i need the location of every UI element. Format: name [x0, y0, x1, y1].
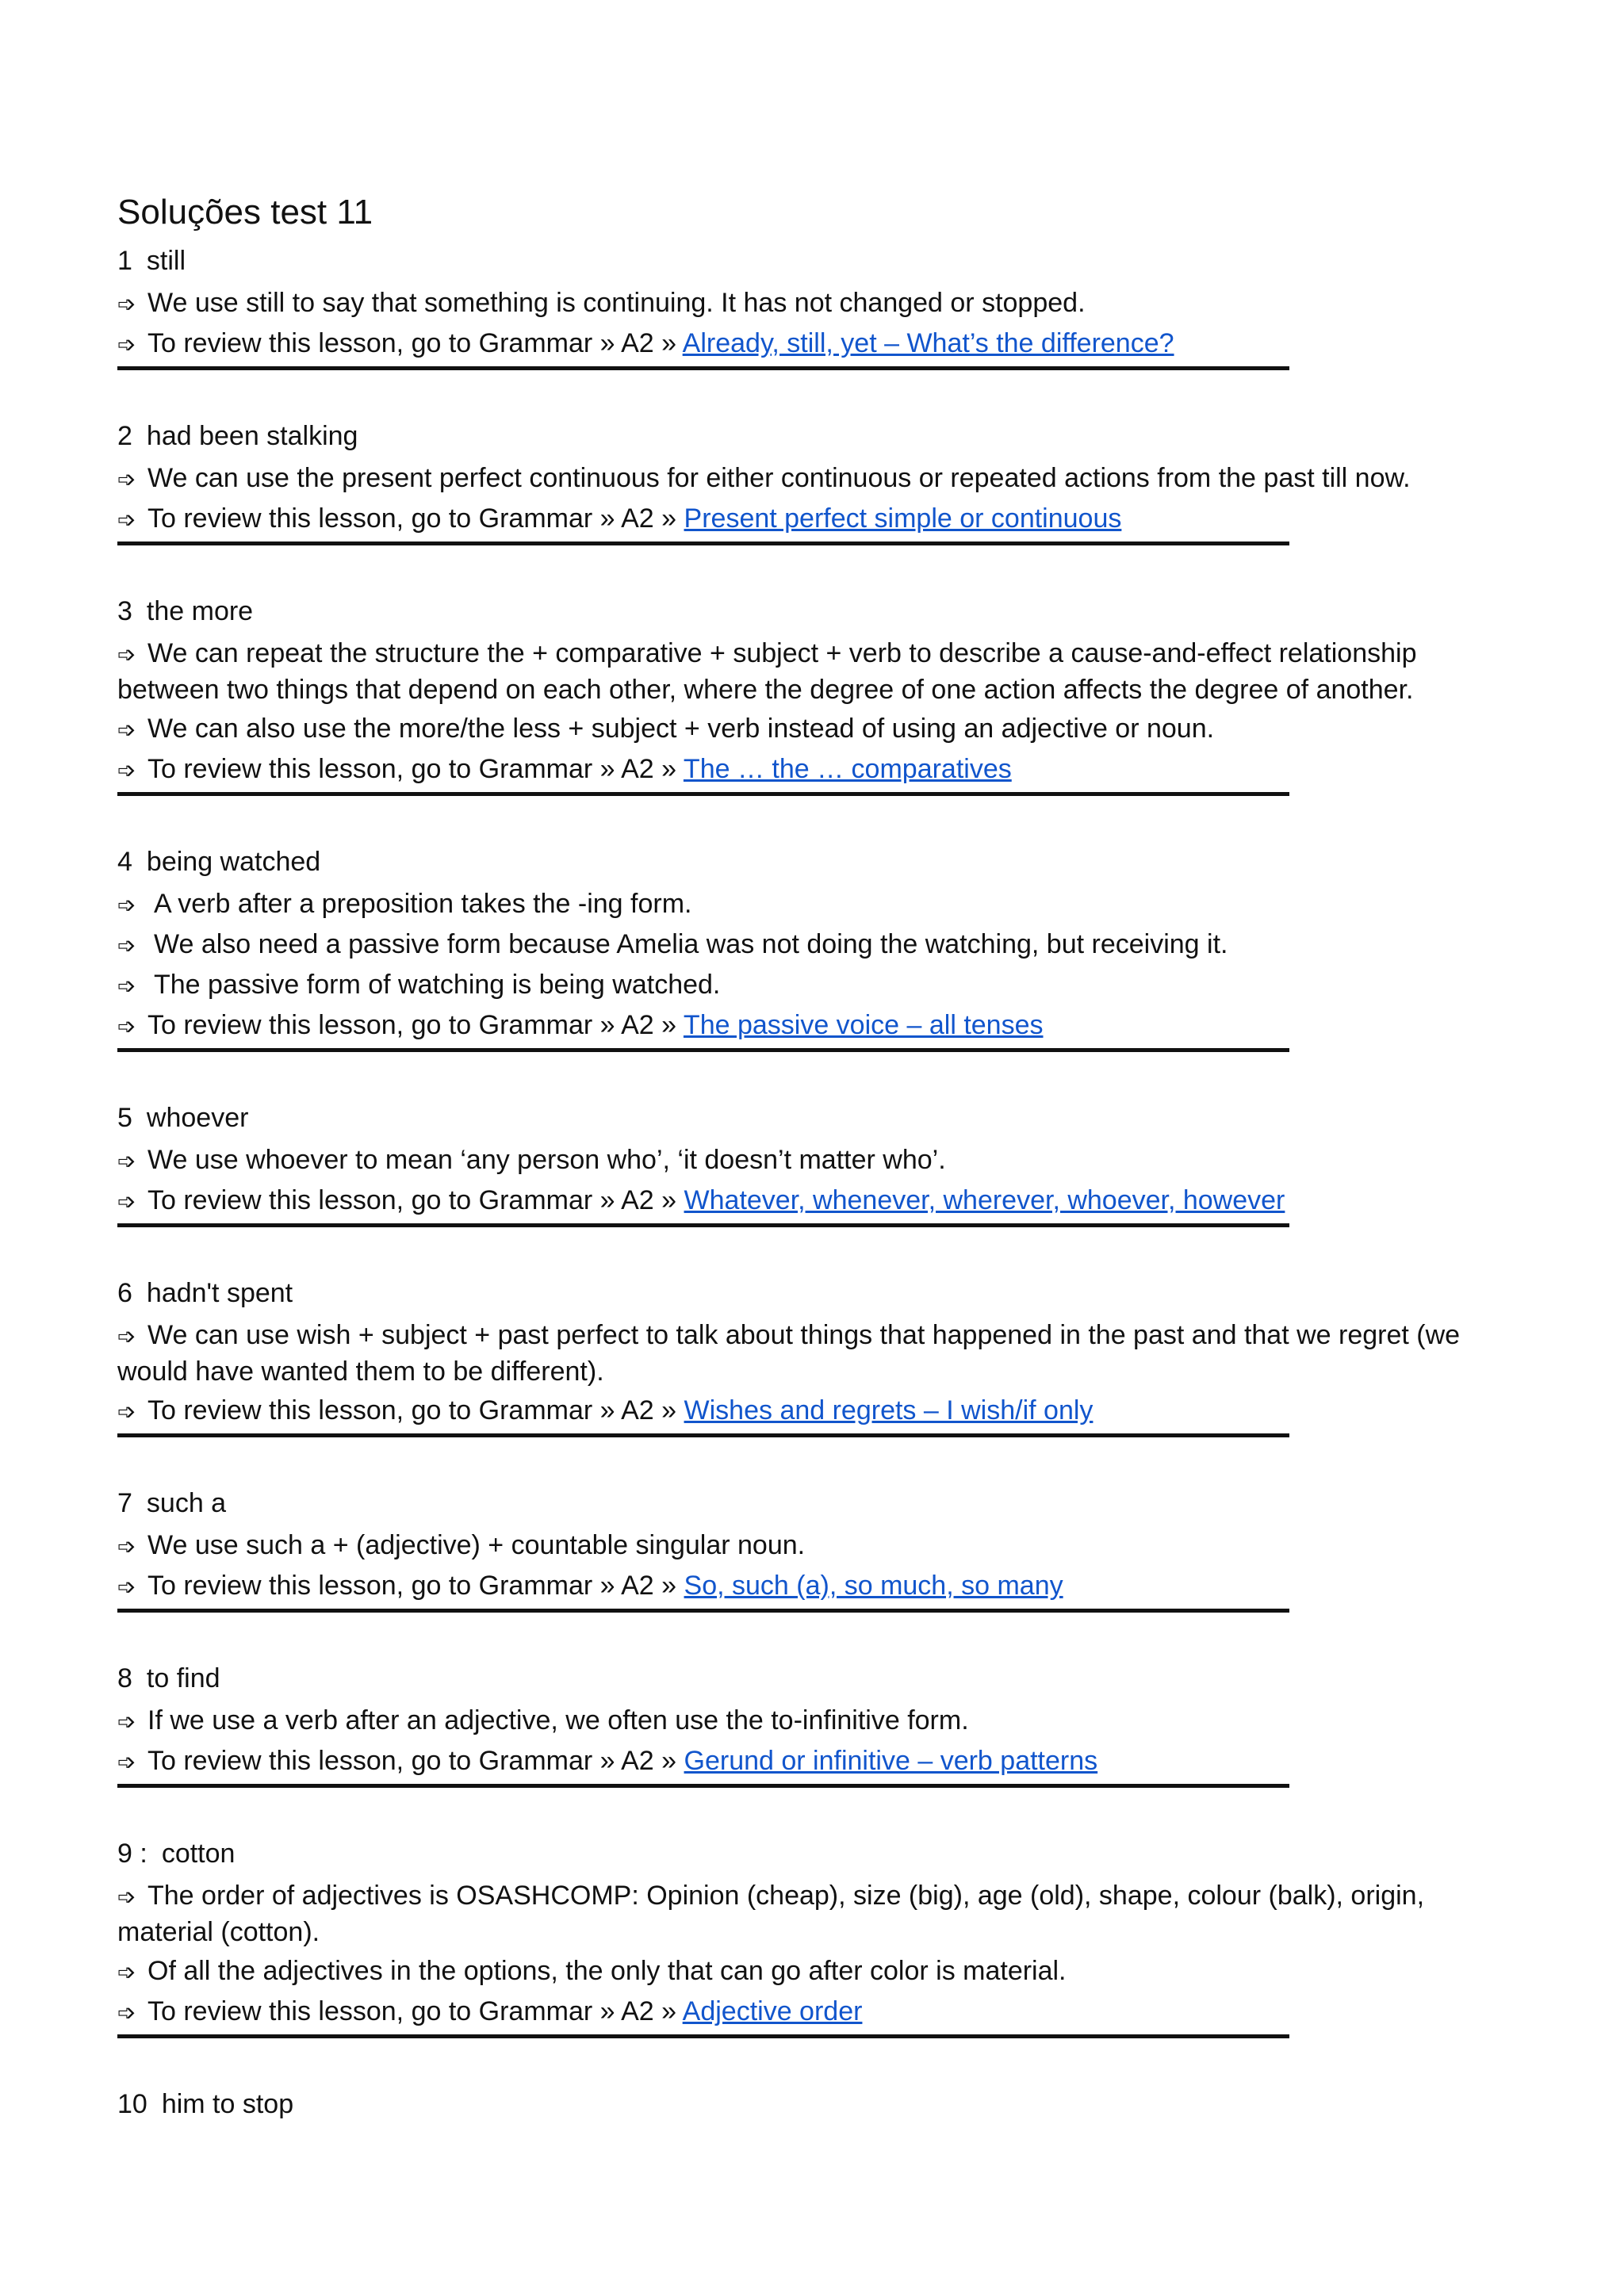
review-prefix: To review this lesson, go to Grammar » A2 »	[147, 1746, 677, 1776]
review-line	[117, 1183, 1505, 1219]
section-divider	[117, 366, 1289, 370]
explanation-text: We can also use the more/the less + subject + verb instead of using an adjective or noun.	[147, 714, 1215, 744]
arrow-icon: ➩	[117, 717, 136, 743]
question-number: 6	[117, 1278, 132, 1308]
answer-section	[117, 1660, 1545, 1788]
answer-section	[117, 243, 1545, 370]
arrow-icon: ➩	[117, 1884, 136, 1910]
answer-heading	[117, 1485, 1545, 1521]
explanation-text: A verb after a preposition takes the -ing form.	[154, 889, 692, 919]
question-number: 5	[117, 1103, 132, 1133]
question-number: 8	[117, 1663, 132, 1693]
answer-section	[117, 1100, 1545, 1227]
review-prefix: To review this lesson, go to Grammar » A2 »	[147, 1996, 677, 2026]
answer-text: him to stop	[161, 2089, 294, 2119]
review-line	[117, 1743, 1505, 1780]
answer-heading	[117, 593, 1545, 629]
explanation-line	[117, 967, 1505, 1004]
lesson-link[interactable]: The passive voice – all tenses	[683, 1010, 1044, 1040]
explanation-text: We also need a passive form because Amelia was not doing the watching, but receiving it.	[154, 929, 1228, 959]
lesson-link[interactable]: The … the … comparatives	[683, 754, 1012, 784]
question-number: 10	[117, 2089, 147, 2119]
explanation-line	[117, 1703, 1505, 1739]
section-divider	[117, 1048, 1289, 1052]
answer-heading	[117, 2086, 1545, 2122]
explanation-line	[117, 1528, 1505, 1564]
review-prefix: To review this lesson, go to Grammar » A2 »	[147, 1010, 677, 1040]
section-divider	[117, 1784, 1289, 1788]
review-prefix: To review this lesson, go to Grammar » A2 »	[147, 503, 677, 534]
section-divider	[117, 792, 1289, 796]
question-number: 4	[117, 847, 132, 877]
explanation-text: If we use a verb after an adjective, we often use the to-infinitive form.	[147, 1705, 969, 1735]
lesson-link[interactable]: Present perfect simple or continuous	[684, 503, 1122, 534]
explanation-text: We can repeat the structure the + comparative + subject + verb to describe a cause-and-effect relationship between two things that depend on each other, where the degree of one action affects the degree of another.	[117, 638, 1417, 705]
lesson-link[interactable]: Whatever, whenever, wherever, whoever, however	[684, 1185, 1285, 1215]
arrow-icon: ➩	[117, 1999, 136, 2026]
answer-text: being watched	[146, 847, 321, 877]
arrow-icon: ➩	[117, 466, 136, 492]
answer-section	[117, 2086, 1545, 2122]
review-prefix: To review this lesson, go to Grammar » A2 »	[147, 1185, 677, 1215]
review-line	[117, 501, 1505, 538]
answer-text: hadn't spent	[146, 1278, 293, 1308]
page-title: Soluções test 11	[117, 193, 373, 232]
answer-text: still	[146, 246, 186, 276]
arrow-icon: ➩	[117, 1749, 136, 1775]
explanation-line	[117, 927, 1505, 963]
arrow-icon: ➩	[117, 507, 136, 533]
answer-heading	[117, 418, 1545, 454]
explanation-line	[117, 1954, 1505, 1990]
explanation-text: We use still to say that something is continuing. It has not changed or stopped.	[147, 288, 1086, 318]
section-divider	[117, 1609, 1289, 1613]
answer-heading	[117, 844, 1545, 880]
explanation-line	[117, 1142, 1505, 1179]
explanation-text: We use such a + (adjective) + countable singular noun.	[147, 1530, 806, 1560]
explanation-text: Of all the adjectives in the options, the only that can go after color is material.	[147, 1956, 1067, 1986]
lesson-link[interactable]: Wishes and regrets – I wish/if only	[684, 1395, 1094, 1425]
answer-heading	[117, 1835, 1545, 1872]
arrow-icon: ➩	[117, 932, 136, 959]
answer-heading	[117, 243, 1545, 279]
answer-text: cotton	[161, 1839, 236, 1869]
arrow-icon: ➩	[117, 641, 136, 668]
arrow-icon: ➩	[117, 1013, 136, 1039]
question-number: 9 :	[117, 1839, 147, 1869]
lesson-link[interactable]: Gerund or infinitive – verb patterns	[684, 1746, 1098, 1776]
answer-section	[117, 418, 1545, 545]
arrow-icon: ➩	[117, 331, 136, 358]
arrow-icon: ➩	[117, 1399, 136, 1425]
review-prefix: To review this lesson, go to Grammar » A2 »	[147, 328, 677, 358]
explanation-text: We can use wish + subject + past perfect to talk about things that happened in the past and that we regret (we would have wanted them to be different).	[117, 1320, 1461, 1387]
arrow-icon: ➩	[117, 1574, 136, 1600]
explanation-line	[117, 711, 1505, 748]
review-line	[117, 1393, 1505, 1429]
explanation-text: The order of adjectives is OSASHCOMP: Opinion (cheap), size (big), age (old), shape, colour (balk), origin, material (cotton).	[117, 1881, 1425, 1947]
explanation-line	[117, 636, 1505, 707]
section-divider	[117, 1223, 1289, 1227]
explanation-line	[117, 285, 1505, 322]
arrow-icon: ➩	[117, 1323, 136, 1349]
arrow-icon: ➩	[117, 1188, 136, 1215]
lesson-link[interactable]: So, such (a), so much, so many	[684, 1571, 1063, 1601]
review-prefix: To review this lesson, go to Grammar » A2 »	[147, 1395, 677, 1425]
answer-section	[117, 1485, 1545, 1613]
arrow-icon: ➩	[117, 1148, 136, 1174]
answer-sections	[117, 243, 1545, 2122]
review-prefix: To review this lesson, go to Grammar » A2 »	[147, 1571, 677, 1601]
explanation-text: The passive form of watching is being watched.	[154, 970, 721, 1000]
document-page	[117, 189, 1545, 2129]
arrow-icon: ➩	[117, 1959, 136, 1985]
answer-section	[117, 593, 1545, 796]
section-divider	[117, 541, 1289, 545]
explanation-line	[117, 886, 1505, 923]
answer-text: such a	[146, 1488, 227, 1518]
review-line	[117, 326, 1505, 362]
section-divider	[117, 1433, 1289, 1437]
answer-heading	[117, 1100, 1545, 1136]
lesson-link[interactable]: Already, still, yet – What’s the difference?	[682, 328, 1174, 358]
explanation-line	[117, 1318, 1505, 1389]
answer-text: to find	[146, 1663, 220, 1693]
explanation-line	[117, 1878, 1505, 1950]
question-number: 7	[117, 1488, 132, 1518]
review-line	[117, 752, 1505, 788]
explanation-text: We use whoever to mean ‘any person who’, ‘it doesn’t matter who’.	[147, 1145, 946, 1175]
question-number: 1	[117, 246, 132, 276]
explanation-line	[117, 461, 1505, 497]
answer-text: whoever	[146, 1103, 249, 1133]
review-prefix: To review this lesson, go to Grammar » A2 »	[147, 754, 677, 784]
lesson-link[interactable]: Adjective order	[682, 1996, 863, 2026]
question-number: 2	[117, 421, 132, 451]
arrow-icon: ➩	[117, 973, 136, 999]
arrow-icon: ➩	[117, 892, 136, 918]
answer-heading	[117, 1660, 1545, 1697]
answer-heading	[117, 1275, 1545, 1311]
answer-section	[117, 844, 1545, 1052]
answer-section	[117, 1835, 1545, 2038]
question-number: 3	[117, 596, 132, 626]
review-line	[117, 1568, 1505, 1605]
arrow-icon: ➩	[117, 1709, 136, 1735]
answer-section	[117, 1275, 1545, 1437]
arrow-icon: ➩	[117, 291, 136, 317]
answer-text: the more	[146, 596, 254, 626]
arrow-icon: ➩	[117, 1533, 136, 1559]
answer-text: had been stalking	[146, 421, 358, 451]
section-divider	[117, 2034, 1289, 2038]
review-line	[117, 1994, 1505, 2030]
explanation-text: We can use the present perfect continuous for either continuous or repeated actions from the past till now.	[147, 463, 1411, 493]
arrow-icon: ➩	[117, 757, 136, 783]
review-line	[117, 1008, 1505, 1044]
